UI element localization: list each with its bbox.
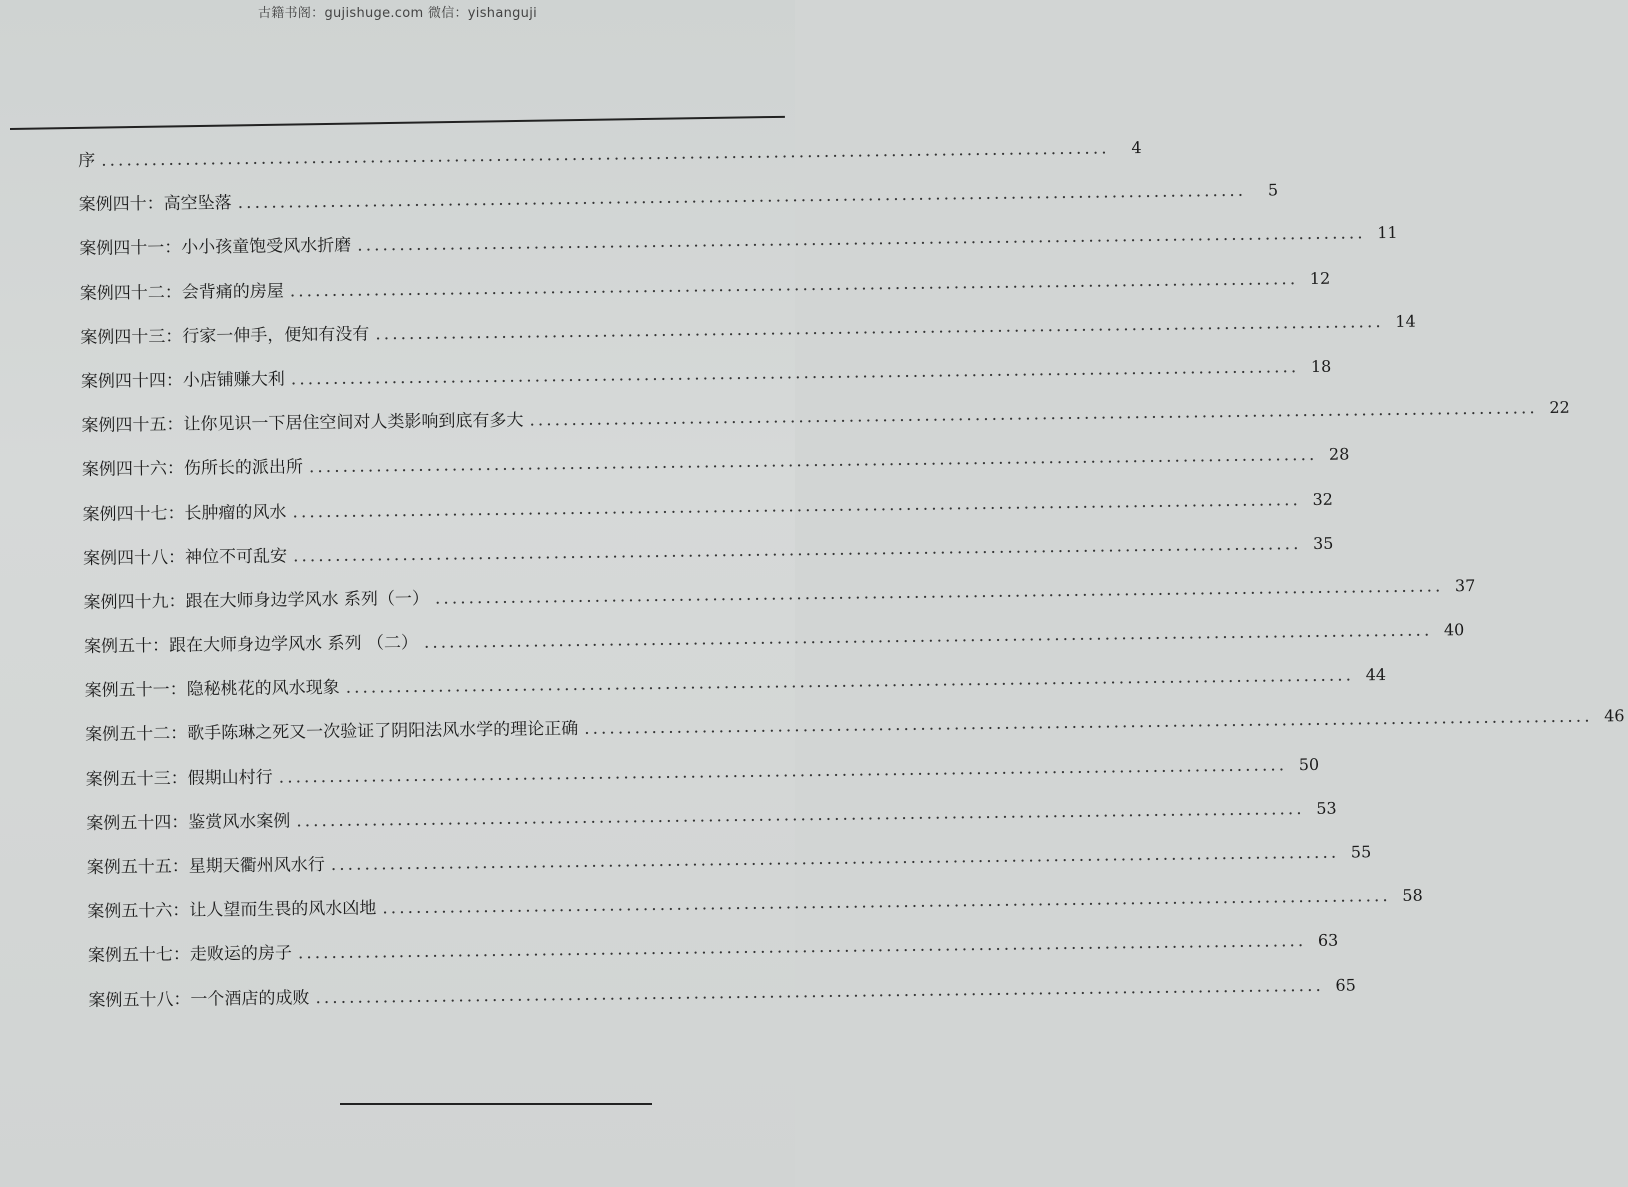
toc-entry-title: 案例四十八：神位不可乱安 bbox=[82, 546, 288, 569]
toc-entry bbox=[79, 268, 1331, 323]
toc-entry-page: 55 bbox=[1350, 842, 1372, 862]
toc-entry-title: 案例四十四：小店铺赚大利 bbox=[80, 369, 285, 392]
toc-entry bbox=[86, 798, 1337, 853]
toc-entry-title: 案例五十二：歌手陈琳之死又一次验证了阴阳法风水学的理论正确 bbox=[85, 719, 579, 746]
toc-entry-page: 35 bbox=[1312, 533, 1334, 553]
toc-leader-dots: ........................................................................................................................ bbox=[529, 398, 1538, 431]
toc-entry-page: 5 bbox=[1267, 180, 1279, 200]
bottom-divider bbox=[340, 1103, 652, 1105]
toc-leader-dots: ........................................................................................................................ bbox=[292, 533, 1302, 567]
toc-entry-title: 案例五十四：鉴赏风水案例 bbox=[86, 811, 291, 834]
toc-entry bbox=[82, 533, 1334, 588]
toc-entry bbox=[84, 665, 1387, 720]
toc-leader-dots: ........................................................................................................................ bbox=[375, 311, 1384, 345]
toc-entry-page: 28 bbox=[1328, 444, 1350, 465]
toc-entry-page: 14 bbox=[1395, 311, 1416, 331]
toc-entry-page: 32 bbox=[1312, 489, 1333, 509]
toc-entry-title: 案例五十一：隐秘桃花的风水现象 bbox=[84, 678, 340, 702]
toc-entry bbox=[85, 754, 1320, 809]
toc-entry-page: 63 bbox=[1317, 931, 1339, 951]
toc-entry bbox=[86, 842, 1372, 897]
table-of-contents bbox=[78, 138, 1625, 1030]
toc-entry-page: 50 bbox=[1298, 754, 1320, 774]
toc-entry-page: 18 bbox=[1310, 356, 1332, 376]
toc-leader-dots: ........................................................................................................................ bbox=[315, 975, 1324, 1008]
toc-entry-title: 序 bbox=[78, 150, 96, 171]
toc-entry-title: 案例四十二：会背痛的房屋 bbox=[79, 281, 284, 304]
toc-entry-title: 案例五十：跟在大师身边学风水 系列 （二） bbox=[83, 632, 419, 658]
toc-entry-page: 58 bbox=[1402, 885, 1423, 906]
toc-leader-dots: ........................................................................................................................ bbox=[289, 268, 1299, 301]
toc-entry-title: 案例五十七：走败运的房子 bbox=[87, 943, 293, 967]
toc-entry-title: 案例四十七：长肿瘤的风水 bbox=[82, 501, 287, 525]
toc-entry bbox=[78, 180, 1279, 234]
toc-leader-dots: ........................................................................................................................ bbox=[290, 357, 1300, 390]
toc-entry bbox=[80, 356, 1332, 411]
toc-entry bbox=[88, 975, 1356, 1030]
toc-leader-dots: ........................................................................................................................ bbox=[423, 620, 1433, 653]
toc-entry-title: 案例四十：高空坠落 bbox=[78, 193, 232, 216]
toc-entry-page: 40 bbox=[1443, 620, 1465, 640]
toc-entry-page: 65 bbox=[1335, 975, 1356, 995]
toc-leader-dots: ........................................................................................................................ bbox=[330, 842, 1340, 875]
watermark: 古籍书阁：gujishuge.com 微信：yishanguji bbox=[257, 6, 538, 21]
toc-entry bbox=[78, 138, 1142, 190]
toc-entry-title: 案例五十八：一个酒店的成败 bbox=[88, 987, 310, 1011]
toc-entry-title: 案例四十六：伤所长的派出所 bbox=[81, 457, 304, 481]
toc-entry-title: 案例五十三：假期山村行 bbox=[85, 767, 273, 790]
toc-leader-dots: ........................................................................................................................ bbox=[357, 223, 1366, 256]
toc-entry-page: 53 bbox=[1316, 798, 1337, 818]
toc-leader-dots: ........................................................................................................................ bbox=[308, 445, 1318, 478]
toc-entry bbox=[87, 931, 1339, 985]
top-divider bbox=[10, 116, 785, 130]
toc-leader-dots: ........................................................................................................................ bbox=[278, 754, 1288, 788]
toc-entry-page: 11 bbox=[1377, 223, 1398, 243]
toc-entry-page: 37 bbox=[1454, 575, 1476, 596]
toc-entry-page: 4 bbox=[1131, 138, 1142, 158]
toc-entry-page: 12 bbox=[1309, 268, 1331, 288]
toc-entry-title: 案例五十五：星期天衢州风水行 bbox=[86, 855, 325, 878]
toc-entry-title: 案例四十九：跟在大师身边学风水 系列（一） bbox=[83, 588, 430, 613]
toc-leader-dots: ........................................................................................................................ bbox=[584, 706, 1593, 740]
toc-leader-dots: ........................................................................................................................ bbox=[101, 138, 1110, 171]
toc-entry-page: 46 bbox=[1604, 706, 1625, 726]
toc-entry-page: 44 bbox=[1365, 665, 1387, 685]
toc-entry-title: 案例五十六：让人望而生畏的风水凶地 bbox=[87, 898, 377, 923]
toc-leader-dots: ........................................................................................................................ bbox=[292, 489, 1302, 522]
toc-entry-title: 案例四十五：让你见识一下居住空间对人类影响到底有多大 bbox=[81, 410, 524, 437]
toc-leader-dots: ........................................................................................................................ bbox=[434, 576, 1444, 609]
toc-leader-dots: ........................................................................................................................ bbox=[345, 665, 1355, 699]
toc-leader-dots: ........................................................................................................................ bbox=[296, 798, 1305, 832]
toc-entry-title: 案例四十一：小小孩童饱受风水折磨 bbox=[79, 236, 352, 260]
toc-leader-dots: ........................................................................................................................ bbox=[237, 180, 1247, 214]
toc-entry-page: 22 bbox=[1549, 397, 1570, 418]
toc-leader-dots: ........................................................................................................................ bbox=[297, 931, 1307, 964]
toc-leader-dots: ........................................................................................................................ bbox=[382, 886, 1391, 919]
toc-entry-title: 案例四十三：行家一伸手，便知有没有 bbox=[80, 324, 370, 348]
